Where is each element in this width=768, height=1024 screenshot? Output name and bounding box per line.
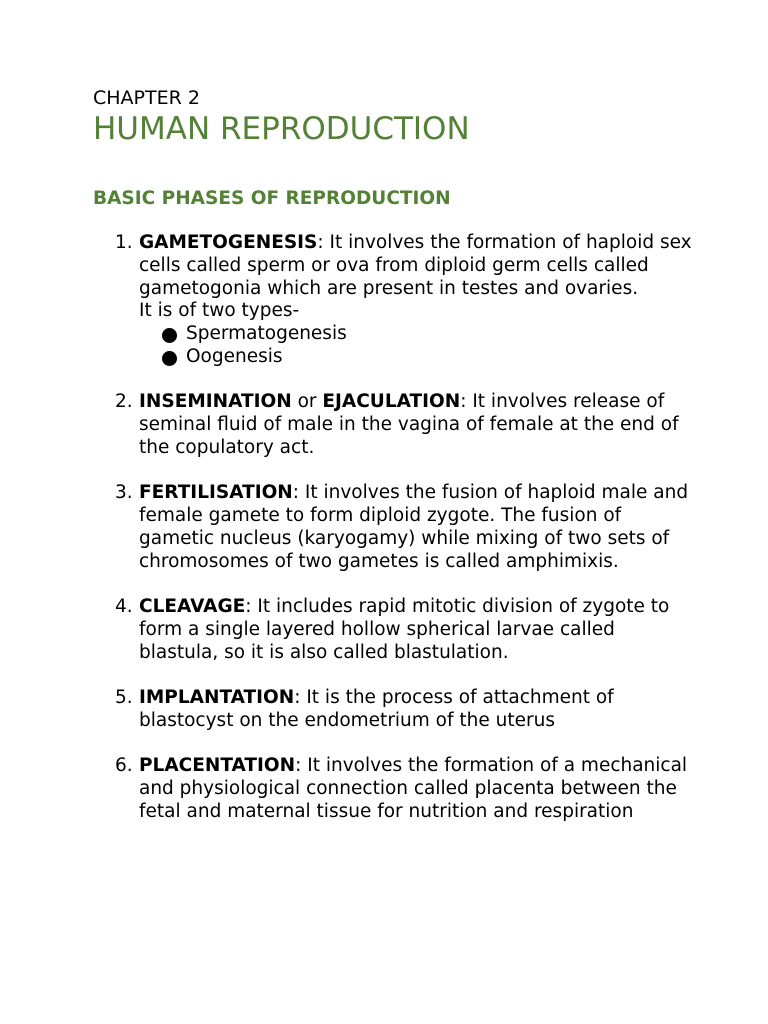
- term-gametogenesis: GAMETOGENESIS: [139, 232, 318, 253]
- definition-text: : It involves the formation of a mechanical and physiological connection called placenta between the fetal and maternal tissue for nutrition and respiration: [139, 755, 688, 822]
- page-title: HUMAN REPRODUCTION: [93, 111, 470, 147]
- term-connector: or: [291, 391, 323, 413]
- type-label: Spermatogenesis: [186, 323, 347, 345]
- term-ejaculation: EJACULATION: [322, 391, 461, 413]
- bullet-icon: [162, 328, 177, 343]
- type-label: Oogenesis: [186, 345, 283, 367]
- definition-text: : It is the process of attachment of blastocyst on the endometrium of the uterus: [139, 687, 614, 731]
- list-number: 4.: [115, 596, 133, 618]
- list-item-fertilisation: [93, 482, 693, 573]
- definition-text: : It includes rapid mitotic division of zygote to form a single layered hollow spherical larvae called blastula, so it is also called blastulation.: [139, 596, 670, 663]
- list-item-spermatogenesis: [162, 323, 693, 346]
- phases-list: [93, 232, 693, 824]
- term-insemination: INSEMINATION: [139, 391, 292, 413]
- list-item-gametogenesis: [93, 232, 693, 369]
- types-list: [139, 323, 693, 369]
- definition-text: : It involves the fusion of haploid male and female gamete to form diploid zygote. The fusion of gametic nucleus (karyogamy) while mixing of two sets of chromosomes of two gametes is called amphimixis.: [139, 482, 689, 572]
- document-page: [93, 86, 693, 846]
- section-heading: BASIC PHASES OF REPRODUCTION: [93, 188, 451, 209]
- list-item-oogenesis: [162, 346, 693, 369]
- list-number: 1.: [115, 232, 133, 253]
- list-number: 2.: [115, 391, 133, 413]
- definition-text: : It involves release of seminal fluid of male in the vagina of female at the end of the copulatory act.: [139, 391, 679, 458]
- definition-text: : It involves the formation of haploid sex cells called sperm or ova from diploid germ cells called gametogonia which are present in testes and ovaries.: [139, 232, 692, 299]
- list-number: 6.: [115, 755, 133, 777]
- term-implantation: IMPLANTATION: [139, 687, 295, 709]
- term-fertilisation: FERTILISATION: [139, 482, 293, 504]
- bullet-icon: [162, 351, 177, 366]
- chapter-label: CHAPTER 2: [93, 87, 200, 109]
- list-item-insemination: [93, 391, 693, 459]
- list-number: 3.: [115, 482, 133, 504]
- list-item-cleavage: [93, 596, 693, 664]
- list-item-placentation: [93, 755, 693, 823]
- term-cleavage: CLEAVAGE: [139, 596, 246, 618]
- types-intro: It is of two types-: [139, 300, 300, 322]
- list-number: 5.: [115, 687, 133, 709]
- term-placentation: PLACENTATION: [139, 755, 296, 777]
- list-item-implantation: [93, 687, 693, 733]
